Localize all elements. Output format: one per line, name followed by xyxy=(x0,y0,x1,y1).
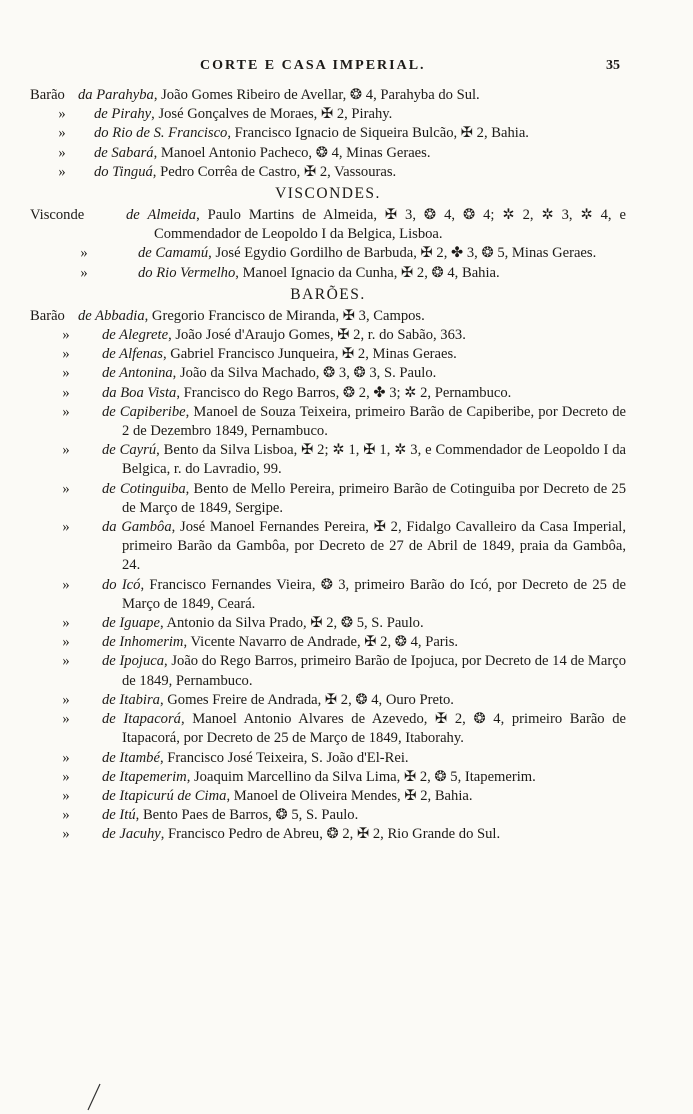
list-item xyxy=(30,652,626,690)
list-item xyxy=(30,787,626,806)
entry-text: , Gomes Freire de Andrada, ✠ 2, ❂ 4, Ouro Preto. xyxy=(159,691,454,708)
entry-lead: » xyxy=(62,711,70,728)
entry-lead: » xyxy=(58,163,66,180)
entry-lead: » xyxy=(62,634,70,651)
entry-lead: » xyxy=(62,403,70,420)
baroes-list-top xyxy=(30,86,626,182)
list-item xyxy=(30,86,626,105)
list-item xyxy=(30,825,626,844)
section-heading-viscondes: VISCONDES. xyxy=(275,185,381,203)
entry-lead: » xyxy=(58,125,66,142)
entry-text: , José Manoel Fernandes Pereira, ✠ 2, Fidalgo Cavalleiro da Casa Imperial, primeiro Barão da Gambôa, por Decreto de 27 de Abril de 1849, praia da Gambôa, 24. xyxy=(122,519,627,574)
list-item xyxy=(30,124,626,143)
page-title: CORTE E CASA IMPERIAL. xyxy=(200,58,426,73)
list-item xyxy=(30,806,626,825)
entry-text: , Joaquim Marcellino da Silva Lima, ✠ 2, ❂ 5, Itapemerim. xyxy=(186,768,536,785)
entry-lead: » xyxy=(62,768,70,785)
title-name: de Itapacorá xyxy=(102,711,181,728)
entry-lead: » xyxy=(62,519,70,536)
title-name: da Boa Vista xyxy=(102,384,177,401)
list-item xyxy=(30,768,626,787)
title-name: de Itapemerim xyxy=(102,768,187,785)
title-name: de Itambé xyxy=(102,749,160,766)
entry-text: , José Gonçalves de Moraes, ✠ 2, Pirahy. xyxy=(151,106,393,123)
title-name: de Ipojuca xyxy=(102,653,165,670)
entry-lead: » xyxy=(80,264,88,281)
title-name: do Tinguá xyxy=(94,163,153,180)
entry-lead: » xyxy=(62,365,70,382)
entry-lead: » xyxy=(62,749,70,766)
title-name: do Rio Vermelho xyxy=(138,264,236,281)
page-body xyxy=(30,86,626,845)
title-name: de Antonina xyxy=(102,365,173,382)
entry-lead: » xyxy=(80,245,88,262)
title-name: do Rio de S. Francisco xyxy=(94,125,228,142)
section-heading-baroes: BARÕES. xyxy=(290,285,366,303)
entry-lead: » xyxy=(62,442,70,459)
title-name: da Parahyba xyxy=(78,87,154,103)
entry-text: , Bento Paes de Barros, ❂ 5, S. Paulo. xyxy=(135,807,359,824)
entry-lead: » xyxy=(58,144,66,161)
list-item xyxy=(30,403,626,441)
entry-text: , João Gomes Ribeiro de Avellar, ❂ 4, Parahyba do Sul. xyxy=(153,87,480,103)
list-item xyxy=(30,576,626,614)
entry-text: , Manoel de Oliveira Mendes, ✠ 2, Bahia. xyxy=(226,787,473,804)
entry-lead: » xyxy=(62,807,70,824)
entry-lead: » xyxy=(62,615,70,632)
title-name: do Icó xyxy=(102,576,141,593)
title-name: de Inhomerim xyxy=(102,634,184,651)
entry-lead: » xyxy=(62,384,70,401)
entry-text: , Paulo Martins de Almeida, ✠ 3, ❂ 4, ❂ 4; ✲ 2, ✲ 3, ✲ 4, e Commendador de Leopoldo I da Belgica, Lisboa. xyxy=(154,207,626,243)
entry-text: , Gregorio Francisco de Miranda, ✠ 3, Campos. xyxy=(144,307,425,324)
title-name: de Iguape xyxy=(102,615,160,632)
title-name: de Pirahy xyxy=(94,106,152,123)
entry-text: , Antonio da Silva Prado, ✠ 2, ❂ 5, S. Paulo. xyxy=(159,615,424,632)
entry-text: , Francisco Fernandes Vieira, ❂ 3, primeiro Barão do Icó, por Decreto de 25 de Março de 1849, Ceará. xyxy=(122,576,626,612)
list-item xyxy=(30,480,626,518)
entry-text: , Manoel Ignacio da Cunha, ✠ 2, ❂ 4, Bahia. xyxy=(235,264,500,281)
entry-lead: » xyxy=(62,691,70,708)
entry-text: , Vicente Navarro de Andrade, ✠ 2, ❂ 4, Paris. xyxy=(183,634,459,651)
title-name: de Capiberibe xyxy=(102,403,186,420)
list-item xyxy=(30,441,626,479)
title-name: da Gambôa xyxy=(102,519,172,536)
list-item xyxy=(30,206,626,244)
entry-text: , Pedro Corrêa de Castro, ✠ 2, Vassouras. xyxy=(152,163,397,180)
list-item xyxy=(30,105,626,124)
entry-lead: Barão xyxy=(30,307,65,324)
entry-text: , Francisco Ignacio de Siqueira Bulcão, ✠ 2, Bahia. xyxy=(227,125,529,142)
title-name: de Alfenas xyxy=(102,346,163,363)
entry-text: , Manoel Antonio Pacheco, ❂ 4, Minas Geraes. xyxy=(153,144,431,161)
entry-lead: Barão xyxy=(30,87,65,103)
pen-stroke-mark xyxy=(84,1082,104,1112)
viscondes-list xyxy=(30,206,626,283)
page-number: 35 xyxy=(606,58,620,73)
list-item xyxy=(30,264,626,283)
title-name: de Cayrú xyxy=(102,442,157,459)
list-item xyxy=(30,384,626,403)
entry-text: , Francisco José Teixeira, S. João d'El-Rei. xyxy=(159,749,409,766)
list-item xyxy=(30,749,626,768)
title-name: de Itapicurú de Cima xyxy=(102,787,227,804)
running-header xyxy=(200,58,630,78)
list-item xyxy=(30,307,626,326)
list-item xyxy=(30,326,626,345)
entry-lead: » xyxy=(58,106,66,123)
entry-text: , João José d'Araujo Gomes, ✠ 2, r. do Sabão, 363. xyxy=(168,327,466,344)
entry-lead: » xyxy=(62,327,70,344)
entry-lead: » xyxy=(62,480,70,497)
entry-text: , João da Silva Machado, ❂ 3, ❂ 3, S. Paulo. xyxy=(172,365,437,382)
entry-lead: » xyxy=(62,576,70,593)
title-name: de Almeida xyxy=(126,207,197,224)
list-item xyxy=(30,345,626,364)
list-item xyxy=(30,144,626,163)
entry-text: , Manoel Antonio Alvares de Azevedo, ✠ 2, ❂ 4, primeiro Barão de Itapacorá, por Decreto de 25 de Março de 1849, Itaborahy. xyxy=(122,711,626,747)
title-name: de Sabará xyxy=(94,144,154,161)
list-item xyxy=(30,244,626,263)
entry-text: , João do Rego Barros, primeiro Barão de Ipojuca, por Decreto de 14 de Março de 1849, Pernambuco. xyxy=(122,653,626,689)
title-name: de Itú xyxy=(102,807,136,824)
title-name: de Alegrete xyxy=(102,327,169,344)
entry-lead: » xyxy=(62,826,70,843)
list-item xyxy=(30,710,626,748)
list-item xyxy=(30,633,626,652)
title-name: de Cotinguiba xyxy=(102,480,186,497)
list-item xyxy=(30,518,626,576)
entry-text: , Francisco Pedro de Abreu, ❂ 2, ✠ 2, Rio Grande do Sul. xyxy=(160,826,501,843)
entry-text: , Bento de Mello Pereira, primeiro Barão de Cotinguiba por Decreto de 25 de Março de 1849, Sergipe. xyxy=(122,480,626,516)
entry-text: , Bento da Silva Lisboa, ✠ 2; ✲ 1, ✠ 1, ✲ 3, e Commendador de Leopoldo I da Belgica, r. do Lavradio, 99. xyxy=(122,442,626,478)
list-item xyxy=(30,691,626,710)
entry-lead: Visconde xyxy=(30,207,85,224)
entry-lead: » xyxy=(62,346,70,363)
title-name: de Jacuhy xyxy=(102,826,161,843)
entry-lead: » xyxy=(62,653,70,670)
list-item xyxy=(30,614,626,633)
entry-text: , Manoel de Souza Teixeira, primeiro Barão de Capiberibe, por Decreto de 2 de Dezembro 1849, Pernambuco. xyxy=(122,403,627,440)
title-name: de Camamú xyxy=(138,245,209,262)
entry-text: , Francisco do Rego Barros, ❂ 2, ✤ 3; ✲ 2, Pernambuco. xyxy=(176,384,512,401)
list-item xyxy=(30,163,626,182)
entry-text: , José Egydio Gordilho de Barbuda, ✠ 2, ✤ 3, ❂ 5, Minas Geraes. xyxy=(208,245,597,262)
entry-text: , Gabriel Francisco Junqueira, ✠ 2, Minas Geraes. xyxy=(162,346,457,363)
baroes-list xyxy=(30,307,626,845)
title-name: de Itabira xyxy=(102,691,160,708)
entry-lead: » xyxy=(62,787,70,804)
list-item xyxy=(30,364,626,383)
title-name: de Abbadia xyxy=(78,307,145,324)
